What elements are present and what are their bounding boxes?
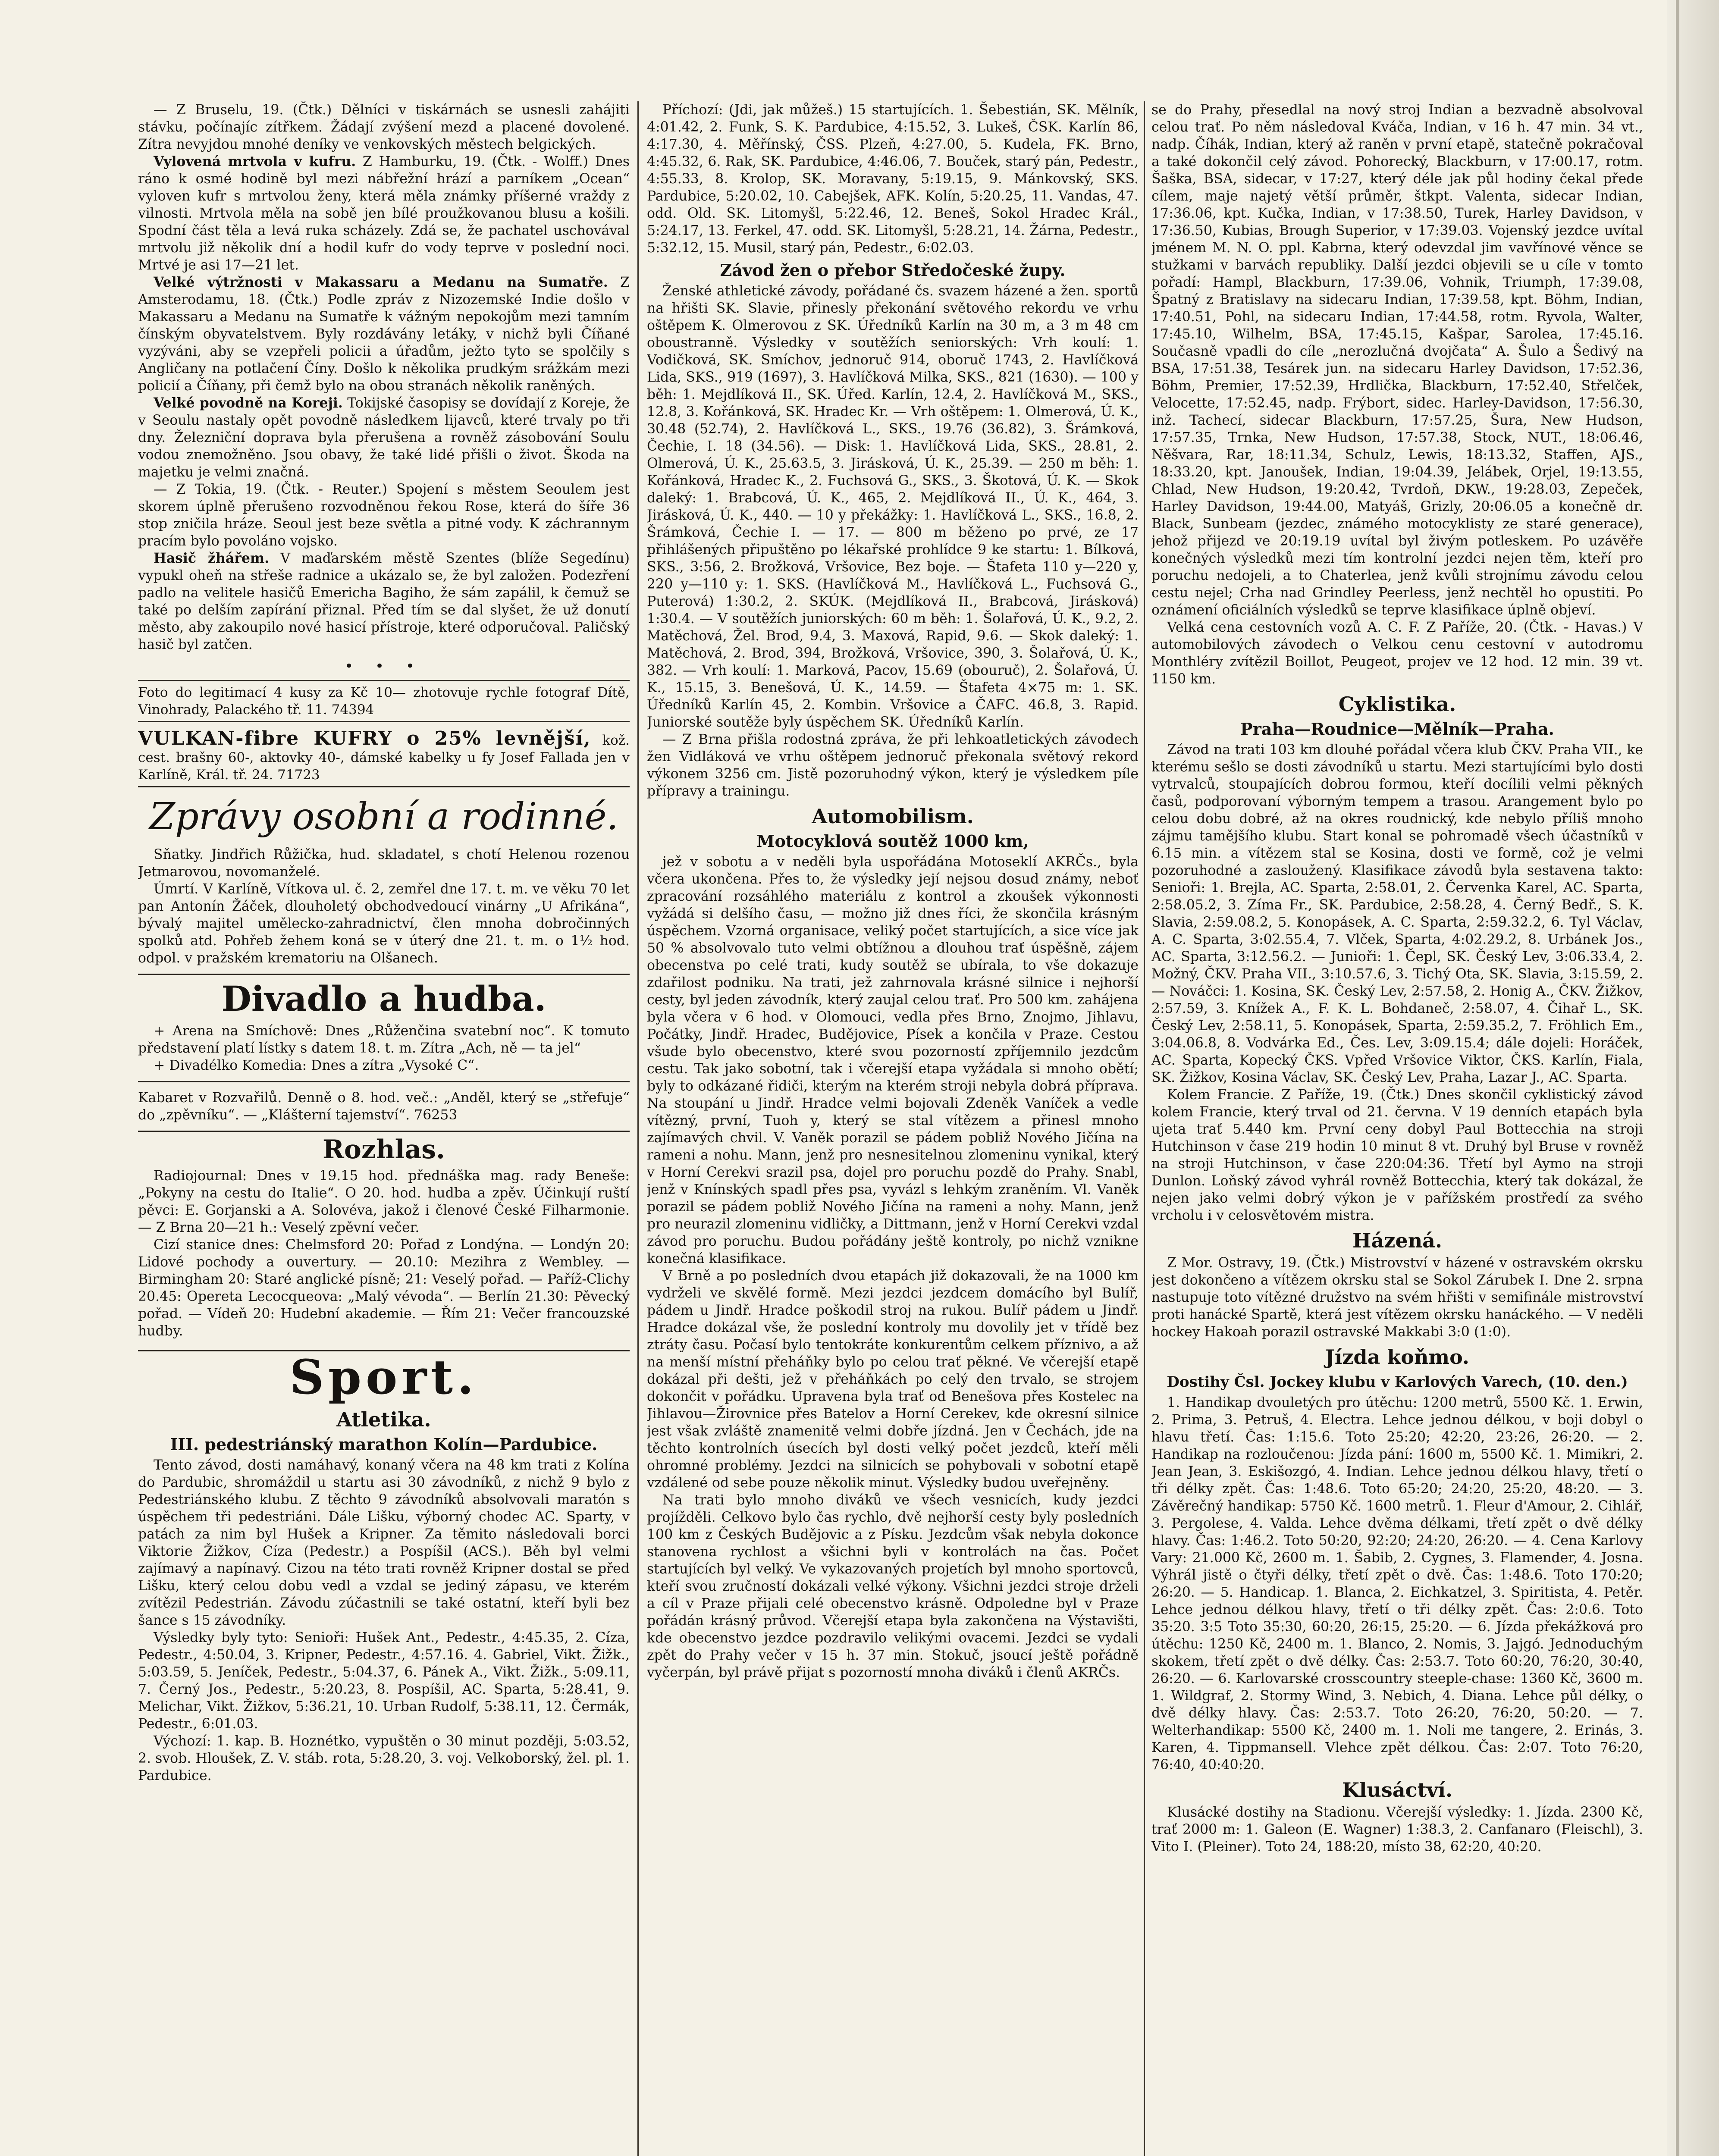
section-sport-heading: Sport. <box>138 1350 630 1403</box>
article-korea-head: Velké povodně na Koreji. <box>154 395 343 411</box>
article-mrtvola-head: Vylovená mrtvola v kufru. <box>154 154 356 169</box>
section-cyklistika-heading: Cyklistika. <box>1338 693 1456 716</box>
article-hazena: Z Mor. Ostravy, 19. (Čtk.) Mistrovství v házené v ostravském okrsku jest dokončeno a vítězem okrsku stal se Sokol Zárubek I. Dne 2. srpna nastupuje toto vítězné družstvo na svém hřišti v semifinále mistrovství proti hanácké Spartě, která jest vítězem okrsku hanáckého. — V neděli hockey Hakoah porazil ostravské Makkabi 3:0 (1:0). <box>1151 1255 1643 1340</box>
article-moto-2: V Brně a po posledních dvou etapách již dokazovali, že na 1000 km vydrželi ve skvělé formě. Mezi jezdci jezdcem domácího byl Bulíř, pádem u Jindř. Hradce poškodil stroj na rukou. Bulíř pádem u Jindř. Hradce dokázal vše, že poslední kontroly mu dovolily jet v třídě bez ztráty času. Počasí bylo tentokráte konkurentům celkem příznivo, a až na menší místní přeháňky bylo po celou trať pěkné. Ve včerejší etapě dokázal při dešti, jež v přeháňkách po celý den trvalo, se strojem dokončit v pořádku. Upravena byla trať od Benešova přes Kostelec na Jihlavou—Žirovnice přes Batelov a Horní Cerekev, kde okresní silnice jest však zvláště znamenitě velmi dobře jízdná. Jen v Čechách, jde na těchto kontrolních úsecích byl dosti velký počet jezdců, kteří měli ohromné problémy. Jezdci na silnicích se pohybovali v sobotní etapě vzdálené od sebe pouze několik minut. Výsledky budou uveřejněny. <box>647 1268 1139 1491</box>
article-marathon: Tento závod, dosti namáhavý, konaný včera na 48 km trati z Kolína do Pardubic, shromáždil u startu asi 30 závodníků, z nichž 9 bylo z Pedestriánského klubu. Z těchto 9 závodníků absolvovali maratón s úspěchem tři pedestriáni. Dále Lišku, výborný chodec AC. Sparty, v patách za nim byl Hušek a Kripner. Za těmito následovali borci Viktorie Žižkov, Cíza (Pedestr.) a Pospíšil (ACS.). Běh byl velmi zajímavý a napínavý. Cizou na této trati rovněž Kripner dostal se před Lišku, který celou dobu vedl a vzdal se jediný zápasu, ve kterém zvítězil Pedestrián. Závodu zúčastnili se také ostatní, kteří byli bez šance s 15 závodníky. <box>138 1457 630 1628</box>
article-velka-cena: Velká cena cestovních vozů A. C. F. Z Paříže, 20. (Čtk. - Havas.) V automobilových závodech o Velkou cenu cestovní v autodromu Monthléry zvítězil Boillot, Peugeot, projev ve 12 hod. 12 min. 39 vt. 1150 km. <box>1151 620 1643 687</box>
article-praha: Závod na trati 103 km dlouhé pořádal včera klub ČKV. Praha VII., ke kterému sešlo se dosti závodníků u startu. Mezi startujícími bylo dosti vytrvalců, stoupajících dobrou formou, kteří docílili velmi pěkných časů, podporovaní výborným tempem a trasou. Arangement bylo po celou dobu dobré, až na okres roudnický, kde nebylo příliš mnoho zájmu tamějšího klubu. Start konal se pohromadě všech účastníků v 6.15 min. a vítězem stal se Kosina, dosti ve formě, což je velmi pozoruhodné a zasloužený. Klasifikace závodů byla sestavena takto: Senioři: 1. Brejla, AC. Sparta, 2:58.01, 2. Červenka Karel, AC. Sparta, 2:58.05.2, 3. Zíma Fr., SK. Pardubice, 2:58.28, 4. Černý Bedř., S. K. Slavia, 2:59.08.2, 5. Konopásek, A. C. Sparta, 2:59.32.2, 6. Tyl Václav, A. C. Sparta, 3:02.55.4, 7. Vlček, Sparta, 4:02.29.2, 8. Urbánek Jos., AC. Sparta, 3:12.56.2. — Junioři: 1. Čepl, SK. Český Lev, 3:06.33.4, 2. Možný, ČKV. Praha VII., 3:10.57.6, 3. Tichý Ota, SK. Slavia, 3:15.59, 2. — Nováčci: 1. Kosina, SK. Český Lev, 2:57.58, 2. Honig A., ČKV. Žižkov, 2:57.59, 3. Knížek A., F. K. L. Bohdaneč, 2:58.07, 4. Čihař L., SK. Český Lev, 2:58.11, 5. Konopásek, Sparta, 2:59.35.2, 7. Fröhlich Em., 3:04.06.8, 8. Vodvárka Ed., Čes. Lev, 3:09.15.4; dále dojeli: Horáček, AC. Sparta, Kopecký ČKS. Vpřed Vršovice Viktor, ČKS. Karlín, Fiala, SK. Žižkov, Kosina Václav, SK. Český Lev, Praha, Lazar J., AC. Sparta. <box>1151 742 1643 1085</box>
column-1 <box>138 101 630 2156</box>
section-atletika-heading: Atletika. <box>336 1408 431 1431</box>
section-divadlo-heading: Divadlo a hudba. <box>138 974 630 1018</box>
ad-kabaret: Kabaret v Rozvařilů. Denně o 8. hod. več.: „Anděl, který se „střefuje“ do „zpěvníku“. — „Klášterní tajemství“. 76253 <box>138 1090 630 1123</box>
column-2 <box>647 101 1139 2156</box>
article-prichozi: Příchozí: (Jdi, jak můžeš.) 15 startujících. 1. Šebestián, SK. Mělník, 4:01.42, 2. Funk, S. K. Pardubice, 4:15.52, 3. Lukeš, ČSK. Karlín 86, 4:17.30, 4. Měřínský, ČSS. Plzeň, 4:27.00, 5. Kudela, FK. Brno, 4:45.32, 6. Rak, SK. Pardubice, 4:46.06, 7. Bouček, starý pán, Pedestr., 4:55.33, 8. Krolop, SK. Moravany, 5:19.15, 9. Mánkovský, SKS. Pardubice, 5:20.02, 10. Cabejšek, AFK. Kolín, 5:20.25, 11. Vandas, 47. odd. Old. SK. Litomyšl, 5:22.46, 12. Beneš, Sokol Hradec Král., 5:24.17, 13. Ferkel, 47. odd. SK. Litomyšl, 5:28.21, 14. Žárna, Pedestr., 5:32.12, 15. Musil, starý pán, Pedestr., 6:02.03. <box>647 102 1139 256</box>
ad-vulkan-headline: VULKAN-fibre KUFRY o 25% levnější, <box>138 727 591 749</box>
article-korea <box>138 395 630 481</box>
article-hasic <box>138 550 630 653</box>
article-moto: jež v sobotu a v neděli byla uspořádána Motoseklí AKRČs., byla včera ukončena. Přes to, že výsledky její nejsou dosud známy, neboť zpracování rozsáhlého materiálu z kontrol a zkoušek výkonnosti vyžádá si delšího času, — možno již dnes říci, že skončila krásným úspěchem. Vzorná organisace, veliký počet startujících, a sice více jak 50 % absolvovalo tuto velmi obtížnou a dlouhou trať úspěšně, zájem obecenstva po celé trati, kudy soutěž se ubírala, to vše dokazuje zdařilost podniku. Na trati, jež zahrnovala krásné silnice i nejhorší cesty, byl jeden závodník, který zaujal celou trať. Pro 500 km. zahájena byla včera v 6 hod. v Olomouci, vedla přes Brno, Znojmo, Jihlavu, Počátky, Jindř. Hradec, Budějovice, Písek a končila v Praze. Cestou všude bylo obecenstvo, které svou pozorností zpříjemnilo jezdcům cestu. Tak jako sobotní, tak i včerejší etapa vyžádala si mnoho obětí; byly to odkázané řidiči, kterým na kterém stroji nebyla dobrá příprava. Na stoupání u Jindř. Hradce velmi bojovali Zdeněk Vaníček a vedle vítězný, první, Tuoh y, který se stal vítězem a přinesl mnoho zajímavých chvil. V. Vaněk porazil se pádem pobliž Nového Jičína na rameni a nohu. Mann, jenž pro nesnesitelnou zlomeninu vynikal, který v Horní Cerekvi srazil psa, dojel pro poruchu pozdě do Prahy. Snabl, jenž v Knínských spadl přes psa, vyvázl s lehkým zraněním. Vl. Vaněk porazil se pádem pobliž Nového Jičína na rameni a nohy. Mann, jenž pro neurazil zlomeninu vidličky, a Dittmann, jenž v Horní Cerekvi vzdal závod pro poruchu. Budou pořádány ještě kontroly, po nichž vznikne konečná klasifikace. <box>647 854 1139 1266</box>
article-mrtvola-body: Z Hamburku, 19. (Čtk. - Wolff.) Dnes ráno k osmé hodině byl mezi nábřežní hrází a parníkem „Ocean“ vyloven kufr s mrtvolou ženy, která měla známky příšerné vraždy z vilnosti. Mrtvola měla na sobě jen bílé proužkovanou blusu a košili. Spodní část těla a levá ruka scházely. Zdá se, že pachatel uschovával mrtvolu již několik dní a hodil kufr do vody teprve v poslední noci. Mrtvé je asi 17—21 let. <box>138 154 630 273</box>
article-makassar-body: Z Amsterodamu, 18. (Čtk.) Podle zpráv z Nizozemské Indie došlo v Makassaru a Medanu na Sumatře k vážným nepokojům mezi tamním čínským obyvatelstvem. Byly rozdávány letáky, v nichž byli Číňané vyzýváni, aby se vzepřeli policii a úřadům, ježto tyto se spolčily s Angličany na potlačení Číny. Došlo k několika prudkým srážkám mezi policií a Číňany, při čemž bylo na obou stranách několik raněných. <box>138 275 630 394</box>
article-francie: Kolem Francie. Z Paříže, 19. (Čtk.) Dnes skončil cyklistický závod kolem Francie, který trval od 21. června. V 19 denních etapách byla ujeta trať 5.440 km. První ceny dobyl Paul Bottecchia na stroji Hutchinson v čase 219 hodin 10 minut 8 vt. Druhý byl Bruse v rovněž na stroji Hutchinson, v čase 220:04:36. Třetí byl Aymo na stroji Dunlon. Loňský závod vyhrál rovněž Bottecchia, který tak dokázal, že nejen jako velmi dobrý výkon je v pařížském prostředí za svého vrcholu i v celosvětovém mistra. <box>1151 1087 1643 1223</box>
article-brusel: — Z Bruselu, 19. (Čtk.) Dělníci v tiskárnách se usnesli zahájiti stávku, počínajíc zítřkem. Žádají zvýšení mezd a placené dovolené. Zítra nevyjdou mnohé deníky ve venkovských městech belgických. <box>138 102 630 152</box>
article-korea-body: Tokijské časopisy se dovídají z Koreje, že v Seoulu nastaly opět povodně následkem lijavců, které trvaly po tři dny. Železniční doprava byla přerušena a rovněž zásobování Soulu vodou znemožněno. Jsou obavy, že také lidé přišli o život. Škoda na majetku je velmi značná. <box>138 395 630 480</box>
article-zeny: Ženské athletické závody, pořádané čs. svazem házené a žen. sportů na hřišti SK. Slavie, přinesly překonání světového rekordu ve vrhu oštěpem K. Olmerovou z SK. Úředníků Karlín na 30 m, a 3 m 48 cm oboustranně. Výsledky v soutěžích seniorských: Vrh koulí: 1. Vodičková, SK. Smíchov, jednoruč 914, oboruč 1743, 2. Havlíčková Lida, SKS., 919 (1697), 3. Havlíčková Milka, SKS., 821 (1630). — 100 y běh: 1. Mejdlíková II., SK. Úřed. Karlín, 12.4, 2. Havlíčková M., SKS., 12.8, 3. Kořánková, SK. Hradec Kr. — Vrh oštěpem: 1. Olmerová, Ú. K., 30.48 (52.74), 2. Havlíčková L., SKS., 19.76 (36.82), 3. Šrámková, Čechie, I. 18 (34.56). — Disk: 1. Havlíčková Lida, SKS., 28.81, 2. Olmerová, Ú. K., 25.63.5, 3. Jirásková, Ú. K., 25.39. — 250 m běh: 1. Kořánková, Hradec K., 2. Fuchsová G., SKS., 3. Škotová, Ú. K. — Skok daleký: 1. Brabcová, Ú. K., 465, 2. Mejdlíková II., Ú. K., 464, 3. Jirásková, Ú. K., 440. — 10 y překážky: 1. Havlíčková L., SKS., 16.8, 2. Šrámková, Čechie I. — 17. — 800 m běženo po prvé, ze 17 přihlášených připuštěno po lékařské prohlídce 9 ke startu: 1. Bílková, SKS., 3:56, 2. Brožková, Vršovice, Bez boje. — Štafeta 110 y—220 y, 220 y—110 y: 1. SKS. (Havlíčková M., Havlíčková L., Fuchsová G., Puterová) 1:30.2, 2. SKÚK. (Mejdlíková II., Brabcová, Jirásková) 1:30.4. — V soutěžích juniorských: 60 m běh: 1. Šolařová, Ú. K., 9.2, 2. Matěchová, Žel. Brod, 9.4, 3. Maxová, Rapid, 9.6. — Skok daleký: 1. Matěchová, 2. Brod, 394, Brožková, Vršovice, 390, 3. Šolařová, Ú. K., 382. — Vrh koulí: 1. Marková, Pacov, 15.69 (obouruč), 2. Šolařová, Ú. K., 15.15, 3. Benešová, Ú. K., 14.59. — Štafeta 4×75 m: 1. SK. Úředníků Karlín 45, 2. Kombin. Vršovice a ČAFC. 46.8, 3. Rapid. Juniorské soutěže byly úspěchem SK. Úředníků Karlín. <box>647 283 1139 730</box>
article-dostihy: 1. Handikap dvouletých pro útěchu: 1200 metrů, 5500 Kč. 1. Erwin, 2. Prima, 3. Petruš, 4. Electra. Lehce jednou délkou, v boji dobyl o hlavu třetí. Čas: 1:15.6. Toto 25:20; 42:20, 23:26, 26:20. — 2. Handikap na rozloučenou: Jízda pání: 1600 m, 5500 Kč. 1. Mimikri, 2. Jean Jean, 3. Eskišozgó, 4. Indian. Lehce jednou délkou hlavy, třetí o tři délky zpět. Čas: 1:48.6. Toto 65:20; 24:20, 25:20, 48:20. — 3. Závěrečný handikap: 5750 Kč. 1600 metrů. 1. Fleur d'Amour, 2. Cihlář, 3. Pergolese, 4. Valda. Lehce dvěma délkami, třetí zpět o dvě délky hlavy. Čas: 1:46.2. Toto 50:20, 92:20; 24:20, 26:20. — 4. Cena Karlovy Vary: 21.000 Kč, 2600 m. 1. Šabib, 2. Cygnes, 3. Flamender, 4. Josna. Výhrál jistě o čtyři délky, třetí zpět o dvě. Čas: 1:48.6. Toto 170:20; 26:20. — 5. Handicap. 1. Blanca, 2. Eichkatzel, 3. Spiritista, 4. Petěr. Lehce jednou délkou hlavy, třetí o tři délky zpět. Čas: 2:0.6. Toto 35:20. 3:5 Toto 35:30, 60:20, 26:15, 25:20. — 6. Jízda překážková pro útěchu: 1250 Kč, 2400 m. 1. Blanco, 2. Nomis, 3. Jajgó. Jednoduchým skokem, třetí zpět o dvě délky. Čas: 2:53.7. Toto 60:20, 76:20, 30:40, 26:20. — 6. Karlovarské crosscountry steeple-chase: 1360 Kč, 3600 m. 1. Wildgraf, 2. Stormy Wind, 3. Nebich, 4. Diana. Lehce půl délky, o dvě délky hlavy. Čas: 2:53.7. Toto 26:20, 76:20, 50:20. — 7. Welterhandikap: 5500 Kč, 2400 m. 1. Noli me tangere, 2. Erinás, 3. Karen, 4. Tippmansell. Vlehce zpět délkou. Čas: 2:07. Toto 76:20, 76:40, 40:40:20. <box>1151 1395 1643 1773</box>
separator-dots: • • • <box>345 658 423 675</box>
article-klusacivi: Klusácké dostihy na Stadionu. Včerejší výsledky: 1. Jízda. 2300 Kč, trať 2000 m: 1. Galeon (E. Wagner) 1:38.3, 2. Canfanaro (Fleischl), 3. Vito I. (Pleiner). Toto 24, 188:20, místo 38, 62:20, 40:20. <box>1151 1805 1643 1855</box>
article-vychozi: Výchozí: 1. kap. B. Hoznétko, vypuštěn o 30 minut později, 5:03.52, 2. svob. Hloušek, Z. V. stáb. rota, 5:28.20, 3. voj. Velkoborský, žel. pl. 1. Pardubice. <box>138 1733 630 1783</box>
article-umrti: Úmrtí. V Karlíně, Vítkova ul. č. 2, zemřel dne 17. t. m. ve věku 70 let pan Antonín Žáček, dlouholetý obchodvedoucí vinárny „U Afrikána“, bývalý majitel umělecko-zahradnictví, člen mnoha dobročinných spolků atd. Pohřeb žehem koná se v úterý dne 21. t. m. o 1½ hod. odpol. v pražském krematoriu na Olšanech. <box>138 881 630 966</box>
article-moto-continued: se do Prahy, přesedlal na nový stroj Indian a bezvadně absolvoval celou trať. Po něm následoval Kváča, Indian, v 16 h. 47 min. 34 vt., nadp. Číhák, Indian, který až raněn v první etapě, statečně pokračoval a také dokončil celý závod. Pohorecký, Blackburn, v 17:00.17, rotm. Šaška, BSA, sidecar, v 17:27, který déle jak půl hodiny čekal přede cílem, maje najetý větší průměr, štkpt. Valenta, sidecar Indian, 17:36.06, kpt. Kučka, Indian, v 17:38.50, Turek, Harley Davidson, v 17:36.50, Kubias, Brough Superior, v 17:39.03. Vojenský jezdce uvítal jménem M. N. O. ppl. Kabrna, který odevzdal jim vavřínové věnce se stužkami v barvách republiky. Další jezdci objevili se u cíle v tomto pořadí: Hampl, Blackburn, 17:39.06, Vohnik, Triumph, 17:39.08, Špatný z Bratislavy na sidecaru Indian, 17:39.58, kpt. Böhm, Indian, 17:40.51, Pohl, na sidecaru Indian, 17:44.58, rotm. Ryvola, Walter, 17:45.10, Wilhelm, BSA, 17:45.15, Kašpar, Sarolea, 17:45.16. Současně vpadli do cíle „nerozlučná dvojčata“ A. Šulo a Šedivý na BSA, 17:51.38, Tesárek jun. na sidecaru Harley Davidson, 17:52.36, Böhm, Premier, 17:52.39, Hrdlička, Blackburn, 17:52.40, Střelček, Velocette, 17:52.45, nadp. Frýbort, sidec. Harley-Davidson, 17:56.30, inž. Tachecí, sidecar Blackburn, 17:57.25, Šura, New Hudson, 17:57.35, Trnka, New Hudson, 17:57.38, Stock, NUT., 18:06.46, Něšvara, Rar, 18:11.34, Schulz, Lewis, 18:13.32, Staffen, AJS., 18:33.20, kpt. Janoušek, Indian, 19:04.39, Jelábek, Orjel, 19:13.55, Chlad, New Hudson, 19:20.42, Tvrdoň, DKW., 19:28.03, Zepeček, Harley Davidson, 19:44.00, Matyáš, Grizly, 20:06.05 a konečně dr. Black, Sunbeam (jezdec, známého motocyklisty ze staré generace), jehož přijezd ve 20:19.19 uvítal byl živým potleskem. Po uzávěře konečných výsledků mezi tím kontrolní jezdci nejen těm, kteří pro poruchu nedojeli, a to Chaterlea, jenž kvůli strojnímu závodu celou cestu nejel; Crha nad Grindley Peerless, jenž nechtěl ho opustiti. Po oznámení oficiálních výsledků se teprve klasifikace úplně objeví. <box>1151 102 1643 618</box>
page-binding-edge <box>1667 0 1719 2156</box>
column-rule-1 <box>637 101 639 2156</box>
article-hasic-body: V maďarském městě Szentes (blíže Segedínu) vypukl oheň na střeše radnice a ukázalo se, že byl založen. Podezření padlo na velitele hasičů Emericha Bagiho, že sám zapálil, k čemuž se také po delším zapírání přiznal. Před tím se dal slyšet, že už donutí město, aby zakoupilo nové hasicí přístroje, které odporučoval. Paličský hasič byl zatčen. <box>138 551 630 652</box>
article-makassar-head: Velké výtržnosti v Makassaru a Medanu na Sumatře. <box>154 274 608 290</box>
article-arena: + Arena na Smíchově: Dnes „Růženčina svatební noc“. K tomuto představení platí lístky s datem 18. t. m. Zítra „Ach, ně — ta jel“ <box>138 1023 630 1056</box>
ad-foto-text: Foto do legitimací 4 kusy za Kč 10— zhotovuje rychle fotograf Dítě, Vinohrady, Palackého tř. 11. 74394 <box>138 685 630 718</box>
article-moto-heading: Motocyklová soutěž 1000 km, <box>756 831 1029 851</box>
column-3 <box>1151 101 1643 2156</box>
article-brna: — Z Brna přišla rodostná zpráva, že při lehkoatletických závodech žen Vidláková ve vrhu oštěpem jednoruč překonala světový rekord výkonem 3256 cm. Jistě pozoruhodný výkon, který je výsledkem píle přípravy a trainingu. <box>647 732 1139 799</box>
section-osobni-heading: Zprávy osobní a rodinné. <box>149 795 618 838</box>
article-tokio: — Z Tokia, 19. (Čtk. - Reuter.) Spojení s městem Seoulem jest skorem úplně přerušeno rozvodněnou řekou Rose, která do šíře 36 stop zničila hráze. Seoul jest beze světla a pitné vody. K záchrannym pracím bylo povoláno vojsko. <box>138 482 630 549</box>
ad-vulkan <box>138 727 630 787</box>
section-rozhlas-heading: Rozhlas. <box>138 1131 630 1164</box>
section-hazena-heading: Házená. <box>1352 1229 1442 1252</box>
column-rule-2 <box>1144 101 1145 2156</box>
article-makassar <box>138 274 630 395</box>
ad-foto <box>138 680 630 722</box>
article-cizi-stanice: Cizí stanice dnes: Chelmsford 20: Pořad z Londýna. — Londýn 20: Lidové pochody a ouvertury. — 20.10: Mezihra z Wembley. — Birmingham 20: Staré anglické písně; 21: Veselý pořad. — Paříž-Clichy 20.45: Opereta Lecocqueova: „Malý vévoda“. — Berlín 21.30: Pěvecký pořad. — Vídeň 20: Hudební akademie. — Řím 21: Večer francouzské hudby. <box>138 1237 630 1339</box>
article-snatky: Sňatky. Jindřich Růžička, hud. skladatel, s chotí Helenou rozenou Jetmarovou, novomanželé. <box>138 847 630 880</box>
article-komedie: + Divadélko Komedia: Dnes a zítra „Vysoké C“. <box>154 1058 479 1073</box>
article-dostihy-heading: Dostihy Čsl. Jockey klubu v Karlových Varech, (10. den.) <box>1167 1373 1628 1391</box>
article-hasic-head: Hasič žhářem. <box>154 550 270 566</box>
article-vysledky: Výsledky byly tyto: Senioři: Hušek Ant., Pedestr., 4:45.35, 2. Cíza, Pedestr., 4:50.04, 3. Kripner, Pedestr., 4:57.16. 4. Gabriel, Vikt. Žižk., 5:03.59, 5. Jeníček, Pedestr., 5:04.37, 6. Pánek A., Vikt. Žižk., 5:09.11, 7. Černý Jos., Pedestr., 5:20.23, 8. Pospíšil, AC. Sparta, 5:28.41, 9. Melichar, Vikt. Žižkov, 5:36.21, 10. Urban Rudolf, 5:38.11, 12. Čermák, Pedestr., 6:01.03. <box>138 1630 630 1732</box>
article-praha-heading: Praha—Roudnice—Mělník—Praha. <box>1240 719 1554 739</box>
ad-vulkan-text: kož. cest. brašny 60-, aktovky 40-, dámské kabelky u fy Josef Fallada jen v Karlíně, Král. tř. 24. 71723 <box>138 733 630 783</box>
article-marathon-heading: III. pedestriánský marathon Kolín—Pardubice. <box>170 1435 598 1454</box>
divider <box>138 1081 630 1082</box>
article-zeny-heading: Závod žen o přebor Středočeské župy. <box>720 260 1066 280</box>
section-jizda-heading: Jízda koňmo. <box>1325 1345 1469 1369</box>
section-auto-heading: Automobilism. <box>812 805 974 828</box>
article-radiojournal: Radiojournal: Dnes v 19.15 hod. přednáška mag. rady Beneše: „Pokyny na cestu do Italie“. O 20. hod. hudba a zpěv. Účinkují ruští pěvci: E. Gorjanski a A. Solovéva, jakož i členové České Filharmonie. — Z Brna 20—21 h.: Veselý zpěvní večer. <box>138 1168 630 1235</box>
article-mrtvola <box>138 153 630 274</box>
article-moto-3: Na trati bylo mnoho diváků ve všech vesnicích, kudy jezdci projížděli. Celkovo bylo čas rychlo, dvě nejhorší cesty byly posledních 100 km z Českých Budějovic a z Písku. Jezdcům však nebyla dokonce stanovena rychlost a všichni byli v kontrolách na čas. Počet startujících byl velký. Ve vykazovaných projetích byl mnoho sportovců, kteří svou zručností dokázali velké výkony. Všichni jezdci stroje drželi a cíl v Praze přijali celé obecenstvo krásně. Odpoledne byl v Praze pořádán krásný průvod. Včerejší etapa byla zakončena na Výstavišti, kde obecenstvo jezdce pozdravilo velikými ovacemi. Jezdci se vydali zpět do Prahy večer v 15 h. 37 min. Stokuč, jsoucí ještě pořádně vyčerpán, byl právě přijat s pozorností mnoha diváků i členů AKRČs. <box>647 1492 1139 1680</box>
section-klusacivi-heading: Klusáctví. <box>1342 1778 1453 1802</box>
binding-stripe <box>1676 0 1679 2156</box>
